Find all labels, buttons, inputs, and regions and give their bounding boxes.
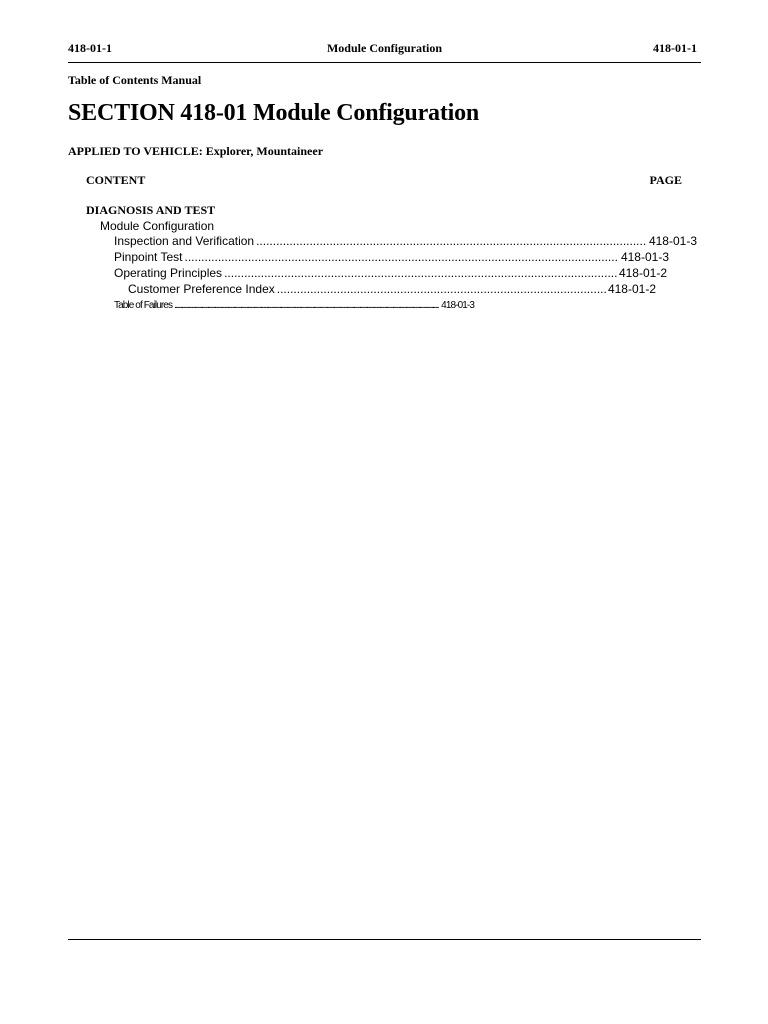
toc-entry-label: Operating Principles (114, 266, 223, 280)
toc-entry-pinpoint-test[interactable] (114, 250, 669, 265)
page-header (68, 41, 701, 57)
toc-entry-inspection-and-verification[interactable] (114, 234, 697, 249)
content-column-header: CONTENT (86, 173, 146, 187)
toc-group-title: DIAGNOSIS AND TEST (86, 203, 216, 217)
header-divider (68, 62, 701, 63)
toc-entry-operating-principles[interactable] (114, 266, 667, 281)
manual-label: Table of Contents Manual (68, 73, 202, 87)
footer-divider (68, 939, 701, 940)
toc-entry-label: Table of Failures (114, 300, 173, 311)
toc-entry-label: Customer Preference Index (128, 282, 275, 296)
toc-entry-table-of-failures[interactable] (114, 299, 474, 312)
dot-leader (256, 234, 647, 249)
dot-leader (185, 250, 619, 265)
toc-subgroup-title: Module Configuration (100, 219, 215, 233)
header-title: Module Configuration (326, 41, 442, 55)
toc-entry-page: 418-01-3 (441, 300, 474, 311)
toc-entry-page: 418-01-3 (648, 234, 697, 248)
header-page-code-right: 418-01-1 (653, 41, 697, 55)
section-title: SECTION 418-01 Module Configuration (68, 100, 480, 126)
toc-entry-page: 418-01-2 (607, 282, 656, 296)
page-column-header: PAGE (649, 173, 682, 187)
toc-entry-label: Inspection and Verification (114, 234, 255, 248)
toc-entry-customer-preference-index[interactable] (128, 282, 656, 297)
applied-to-vehicle: APPLIED TO VEHICLE: Explorer, Mountaineer (68, 144, 324, 158)
header-page-code-left: 418-01-1 (68, 41, 112, 55)
dot-leader (277, 282, 606, 297)
toc-entry-page: 418-01-3 (620, 250, 669, 264)
dot-leader (174, 299, 439, 312)
toc-entry-label: Pinpoint Test (114, 250, 183, 264)
dot-leader (224, 266, 617, 281)
toc-entry-page: 418-01-2 (618, 266, 667, 280)
